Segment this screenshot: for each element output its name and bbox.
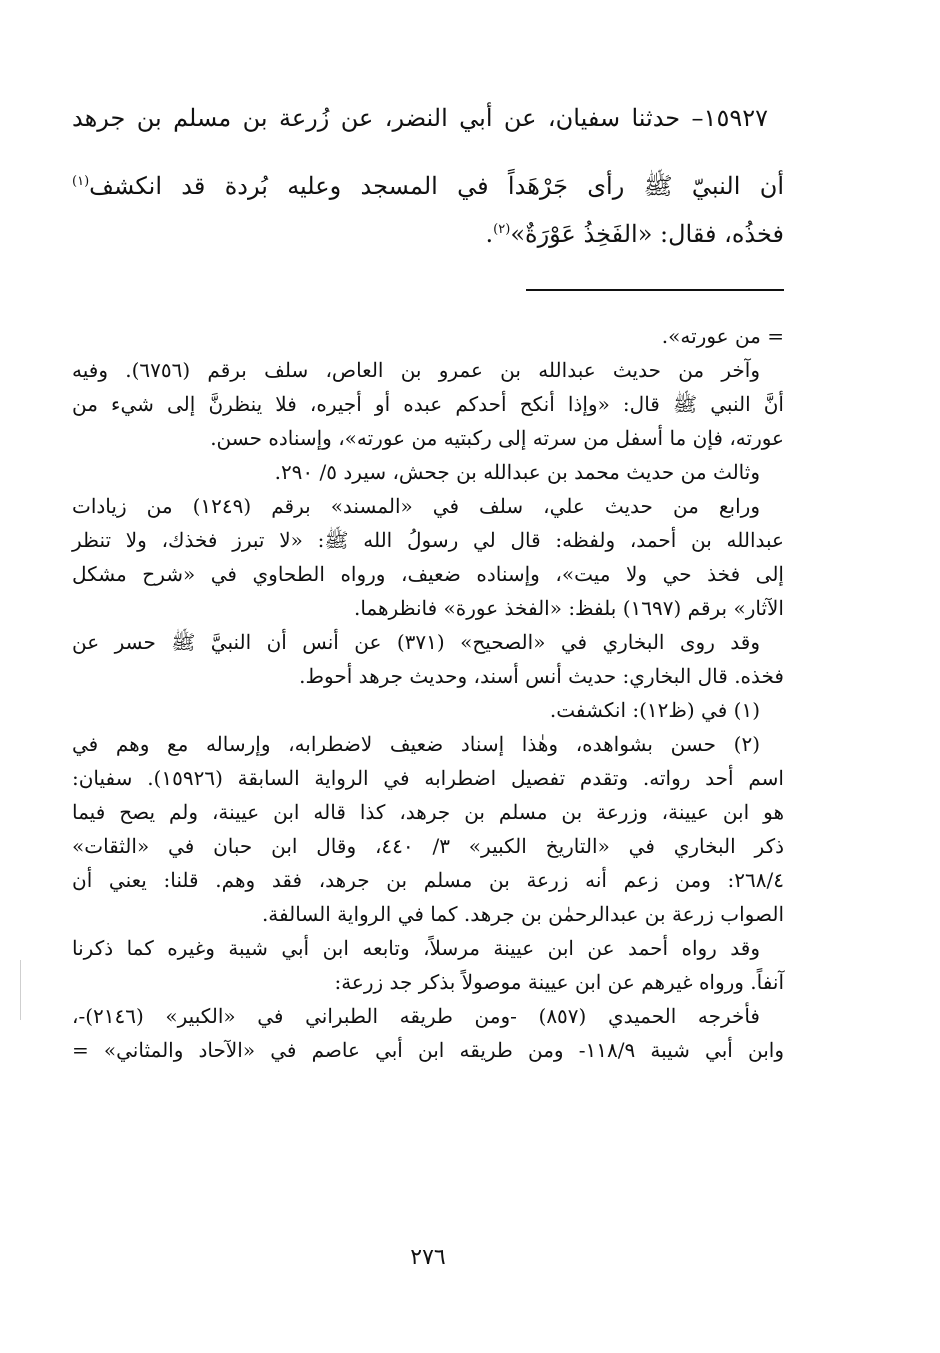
footnote-line: عورته، فإن ما أسفل من سرته إلى ركبتيه من عورته»، وإسناده حسن. [210,426,784,450]
footnote-line: ورابع من حديث علي، سلف في «المسند» برقم (١٢٤٩) من زيادات [72,494,760,518]
footnote-line: الآثار» برقم (١٦٩٧) بلفظ: «الفخذ عورة» فانظرهما. [353,596,784,620]
footnote-line: أنَّ النبي ﷺ قال: «وإذا أنكح أحدكم عبده أو أجيره، فلا ينظرنَّ إلى شيء من [72,392,784,416]
footnote-2-text: (٢) حسن بشواهده، وهٰذا إسناد ضعيف لاضطرابه، وإرساله مع وهم في [72,732,760,756]
footnote-ref-2: (٢) [493,222,511,237]
footnote-line: ذكر البخاري في «التاريخ الكبير» ٣/ ٤٤٠، وقال ابن حبان في «الثقات» [72,834,784,858]
footnote-line: آنفاً. ورواه غيرهم عن ابن عيينة موصولاً بذكر جد زرعة: [334,970,784,994]
footnote-line: إلى فخذ حي ولا ميت»، وإسناده ضعيف، ورواه الطحاوي في «شرح مشكل [72,562,784,586]
footnote-separator-rule [526,289,784,291]
page-edge-shadow [20,960,21,1020]
footnote-line: ٢٦٨/٤: ومن زعم أنه زرعة بن مسلم بن جرهد، فقد وهم. قلنا: يعني أن [72,868,784,892]
footnotes-section [72,322,784,1070]
footnote-line: اسم أحد رواته. وتقدم تفصيل اضطرابه في الرواية السابقة (١٥٩٢٦). سفيان: [72,766,784,790]
hadith-isnad-line: ١٥٩٢٧– حدثنا سفيان، عن أبي النضر، عن زُرعة بن مسلم بن جرهد [72,104,768,132]
footnote-line: الصواب زرعة بن عبدالرحمٰن بن جرهد. كما في الرواية السالفة. [261,902,784,926]
footnote-line: هو ابن عيينة، وزرعة بن مسلم بن جرهد، كذا قاله ابن عيينة، ولم يصح فيما [72,800,784,824]
footnote-line: = من عورته». [661,324,784,348]
hadith-matn-line-1: أن النبيّ ﷺ رأى جَرْهَداً في المسجد وعليه بُردة قد انكشف$^{(١)}$ [72,172,784,200]
hadith-main-text [72,100,784,284]
footnote-line: عبدالله بن أحمد، ولفظه: قال لي رسولُ الله ﷺ: «لا تبرز فخذك، ولا تنظر [72,528,784,552]
page-number: ٢٧٦ [410,1245,446,1270]
hadith-matn-line-2: فخذُه، فقال: «الفَخِذُ عَوْرَةٌ»$^{(٢)}$. [485,220,784,248]
footnote-line: وقد رواه أحمد عن ابن عيينة مرسلاً، وتابعه ابن أبي شيبة وغيره كما ذكرنا [72,936,760,960]
footnote-line: وقد روى البخاري في «الصحيح» (٣٧١) عن أنس أن النبيَّ ﷺ حسر عن [72,630,760,654]
book-page [72,0,784,1353]
footnote-ref-1: (١) [72,174,90,189]
footnote-line: وآخر من حديث عبدالله بن عمرو بن العاص، سلف برقم (٦٧٥٦). وفيه [72,358,761,382]
footnote-line: وابن أبي شيبة ١١٨/٩- ومن طريقه ابن أبي عاصم في «الآحاد والمثاني» = [72,1038,784,1062]
footnote-line: وثالث من حديث محمد بن عبدالله بن جحش، سيرد ٥/ ٢٩٠. [274,460,760,484]
footnote-line: فخذه. قال البخاري: حديث أنس أسند، وحديث جرهد أحوط. [299,664,784,688]
footnote-1-text: (١) في (ظ١٢): انكشفت. [549,698,760,722]
footnote-line: فأخرجه الحميدي (٨٥٧) -ومن طريقه الطبراني في «الكبير» (٢١٤٦)-، [72,1004,760,1028]
